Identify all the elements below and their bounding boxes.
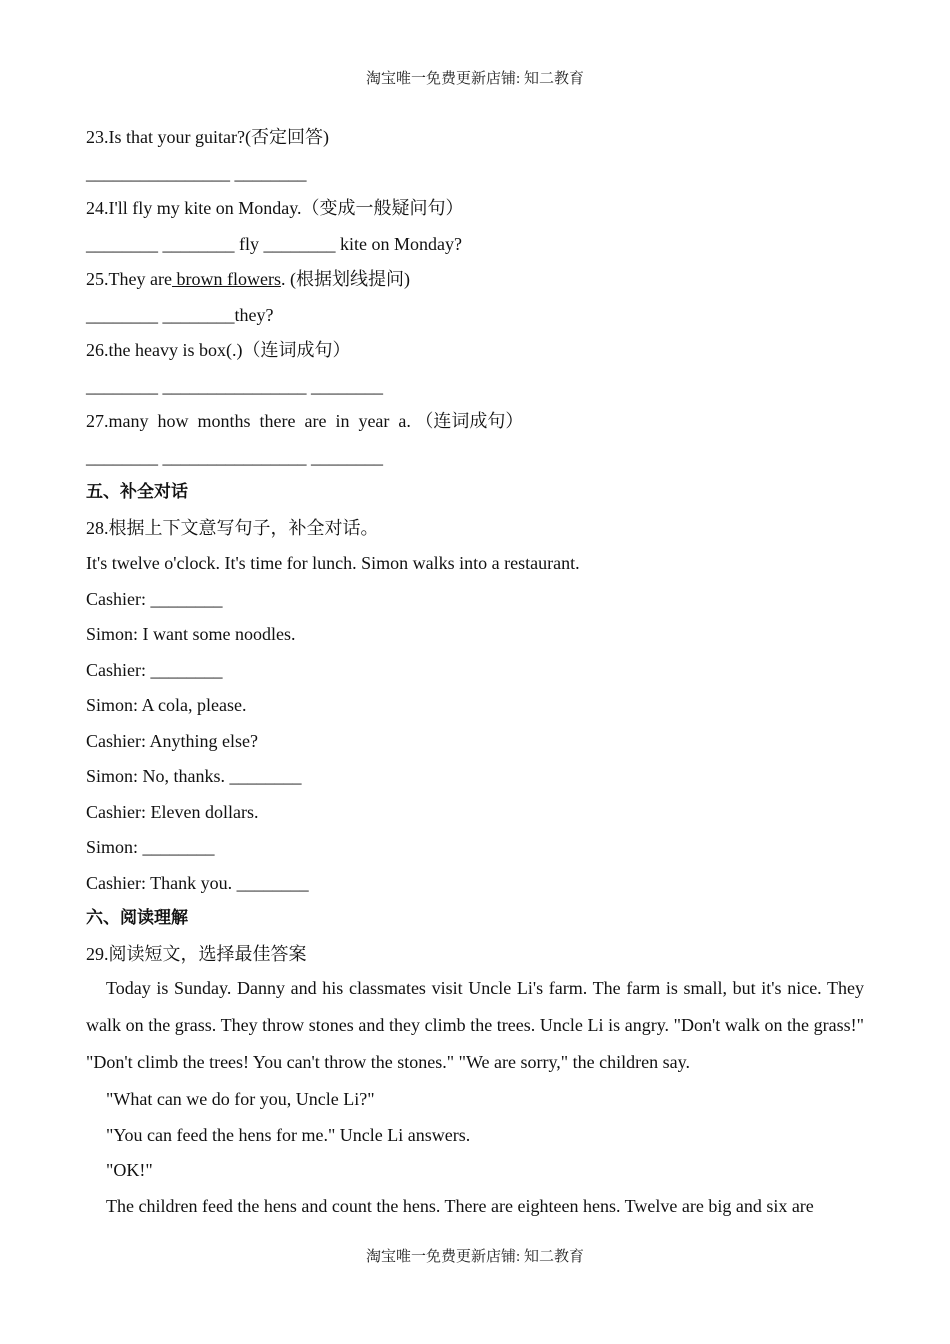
dialogue-line: Cashier: ________ xyxy=(86,589,223,609)
question-25-post: . (根据划线提问) xyxy=(280,269,410,289)
question-29-title: 29.阅读短文，选择最佳答案 xyxy=(86,944,307,964)
page-header: 淘宝唯一免费更新店铺: 知二教育 xyxy=(366,71,584,87)
section-5-heading: 五、补全对话 xyxy=(86,482,188,502)
reading-paragraph-1: Today is Sunday. Danny and his classmates visit Uncle Li's farm. The farm is small, but it's nice. They walk on the grass. They throw stones and they climb the trees. Uncle Li is angry. "Don't walk on the grass!" "Don't climb the trees! You can't throw the stones." "We are sorry," the children say. xyxy=(86,978,864,1072)
page-footer: 淘宝唯一免费更新店铺: 知二教育 xyxy=(366,1249,584,1265)
reading-line-5: The children feed the hens and count the hens. There are eighteen hens. Twelve are big and six are xyxy=(106,1196,814,1216)
question-25-pre: 25.They are xyxy=(86,269,172,289)
reading-line-3: "You can feed the hens for me." Uncle Li answers. xyxy=(106,1125,471,1145)
question-28-title: 28.根据上下文意写句子，补全对话。 xyxy=(86,518,379,538)
answer-blank-23: ________________ ________ xyxy=(86,163,307,183)
reading-line-2: "What can we do for you, Uncle Li?" xyxy=(106,1089,375,1109)
answer-blank-26: ________ ________________ ________ xyxy=(86,376,383,396)
answer-blank-25: ________ ________they? xyxy=(86,305,274,325)
dialogue-line: Simon: A cola, please. xyxy=(86,695,247,715)
question-27: 27.many how months there are in year a. （连词成句） xyxy=(86,411,524,431)
question-24: 24.I'll fly my kite on Monday.（变成一般疑问句） xyxy=(86,198,464,218)
question-25-underlined: brown flowers xyxy=(171,269,281,289)
question-25 xyxy=(86,268,410,290)
question-26: 26.the heavy is box(.)（连词成句） xyxy=(86,340,351,360)
dialogue-line: Simon: No, thanks. ________ xyxy=(86,766,302,786)
dialogue-line: Simon: ________ xyxy=(86,837,215,857)
answer-blank-24: ________ ________ fly ________ kite on Monday? xyxy=(86,234,462,254)
dialogue-line: Cashier: Eleven dollars. xyxy=(86,802,259,822)
answer-blank-27: ________ ________________ ________ xyxy=(86,447,383,467)
question-28-intro: It's twelve o'clock. It's time for lunch. Simon walks into a restaurant. xyxy=(86,553,580,573)
dialogue-line: Cashier: Anything else? xyxy=(86,731,258,751)
dialogue-line: Cashier: Thank you. ________ xyxy=(86,873,309,893)
dialogue-line: Cashier: ________ xyxy=(86,660,223,680)
section-6-heading: 六、阅读理解 xyxy=(86,908,188,928)
dialogue-line: Simon: I want some noodles. xyxy=(86,624,296,644)
question-23: 23.Is that your guitar?(否定回答) xyxy=(86,127,329,147)
reading-line-4: "OK!" xyxy=(106,1160,153,1180)
